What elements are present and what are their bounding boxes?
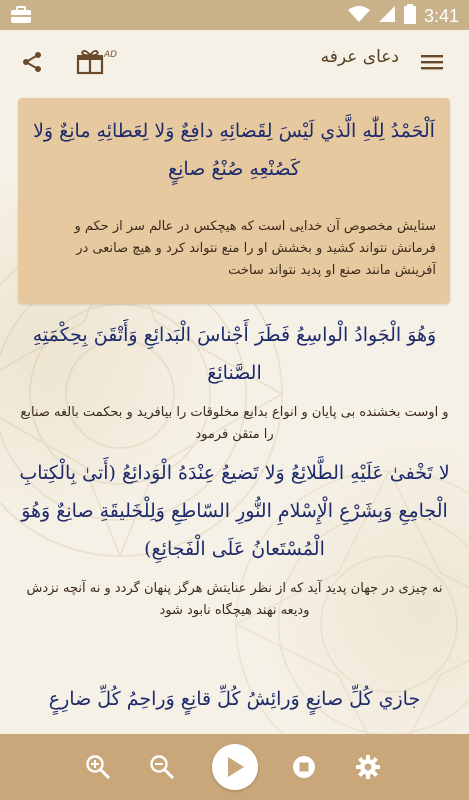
status-time: 3:41 bbox=[423, 5, 459, 26]
prayer-content[interactable] bbox=[0, 94, 469, 734]
stop-icon[interactable] bbox=[288, 751, 320, 783]
status-bar bbox=[0, 0, 469, 30]
persian-translation: نه چیزی در جهان پدید آید که از نظر عنایتش هرگز پنهان گردد و نه آنچه نزدش ودیعه نهند هیچگاه نابود شود bbox=[26, 581, 443, 618]
share-icon[interactable] bbox=[14, 44, 50, 80]
play-button[interactable] bbox=[212, 744, 258, 790]
app-toolbar bbox=[0, 30, 469, 94]
gift-icon[interactable] bbox=[72, 44, 108, 80]
persian-translation: ستایش مخصوص آن خدایی است که هیچکس در عالم سر از حکم و فرمانش نتواند کشید و بخشش او را منع نتواند کرد و هیچ صانعی در آفرینش مانند صنع او پدید نتواند ساخت bbox=[74, 219, 436, 278]
menu-icon[interactable] bbox=[414, 44, 450, 80]
player-controls bbox=[0, 734, 469, 800]
verse-block[interactable] bbox=[16, 680, 453, 718]
persian-translation: و اوست بخشنده بی پایان و انواع بدایع مخلوقات را بیافرید و بحکمت بالغه صنایع را متقن فرمود bbox=[20, 405, 449, 442]
zoom-out-icon[interactable] bbox=[146, 751, 178, 783]
battery-icon bbox=[404, 4, 416, 28]
arabic-verse: جازي كُلِّ صانِعٍ وَرائِشُ كُلِّ قانِعٍ وَراحِمُ كُلِّ ضارِعٍ bbox=[48, 688, 421, 710]
briefcase-icon bbox=[10, 6, 32, 24]
arabic-verse: لا تَخْفىٰ عَلَيْهِ الطَّلائِعُ وَلا تَضيعُ عِنْدَهُ الْوَدائِعُ (أَتىٰ بِالْكِتابِ الْجامِعِ وَبِشَرْعِ الْإِسْلامِ النُّورِ السّاطِعِ وَلِلْخَليقَةِ صانِعٌ وَهُوَ الْمُسْتَعانُ عَلَى الْفَجائِعِ) bbox=[19, 462, 450, 560]
arabic-verse: وَهُوَ الْجَوادُ الْواسِعُ فَطَرَ أَجْناسَ الْبَدائِعِ وَأَتْقَنَ بِحِكْمَتِهِ الصَّنائِعَ bbox=[32, 324, 437, 384]
ad-badge: AD bbox=[104, 50, 118, 60]
wifi-icon bbox=[348, 5, 370, 27]
arabic-verse: اَلْحَمْدُ لِلّٰهِ الَّذي لَيْسَ لِقَضائِهِ دافِعٌ وَلا لِعَطائِهِ مانِعٌ وَلا كَصُنْعِهِ صُنْعُ صانِعٍ bbox=[33, 120, 435, 180]
settings-icon[interactable] bbox=[352, 751, 384, 783]
play-icon bbox=[225, 756, 245, 778]
verse-block[interactable] bbox=[16, 454, 453, 622]
zoom-in-icon[interactable] bbox=[82, 751, 114, 783]
highlighted-verse-card[interactable] bbox=[18, 98, 450, 304]
signal-icon bbox=[378, 5, 396, 27]
page-title: دعای عرفه bbox=[320, 47, 399, 67]
verse-block[interactable] bbox=[16, 316, 453, 446]
